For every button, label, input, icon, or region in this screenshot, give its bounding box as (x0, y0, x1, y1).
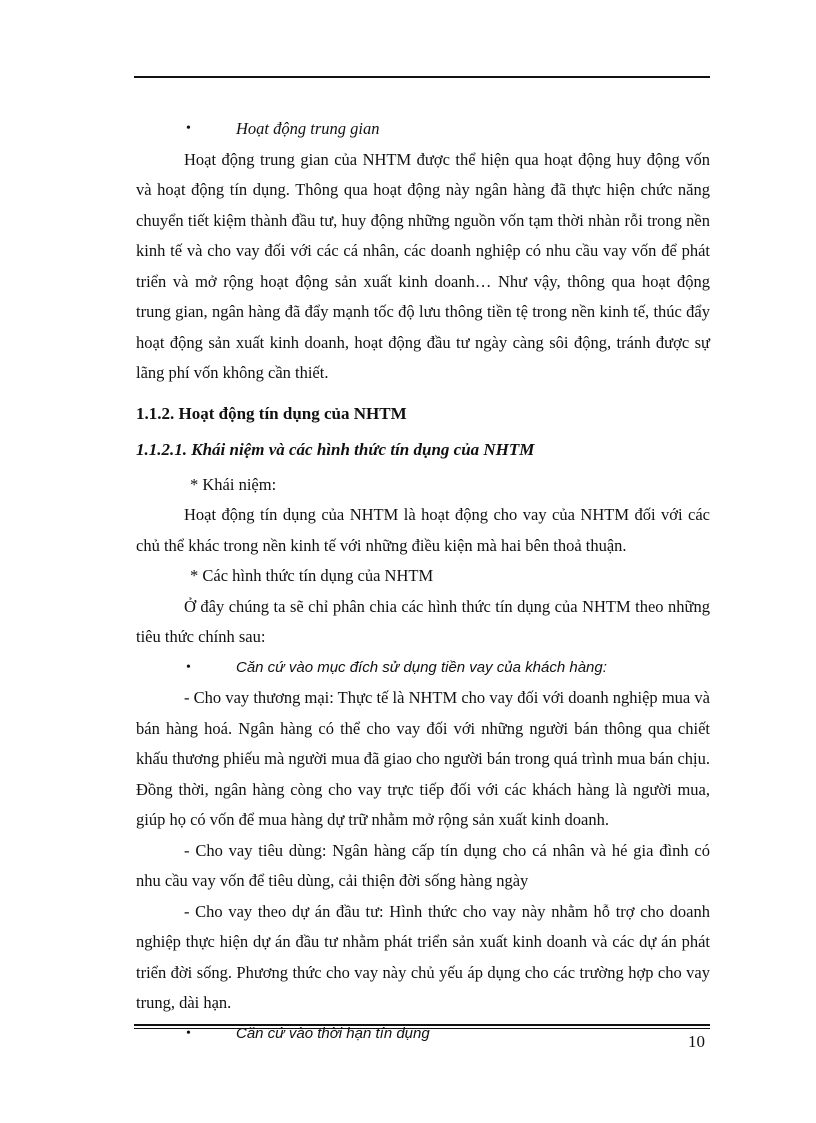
paragraph: Hoạt động tín dụng của NHTM là hoạt động cho vay của NHTM đối với các chủ thể khác trong nền kinh tế với những điều kiện mà hai bên thoả thuận. (136, 505, 710, 555)
header-rule (134, 76, 710, 78)
bullet-text: Căn cứ vào thời hạn tín dụng (236, 1024, 430, 1042)
paragraph: - Cho vay tiêu dùng: Ngân hàng cấp tín dụng cho cá nhân và hé gia đình có nhu cầu vay vốn để tiêu dùng, cải thiện đời sống hàng ngày (136, 840, 710, 890)
footer-rule-thin (134, 1028, 710, 1029)
bullet-icon: • (186, 659, 191, 675)
paragraph: Hoạt động trung gian của NHTM được thể hiện qua hoạt động huy động vốn và hoạt động tín dụng. Thông qua hoạt động này ngân hàng đã thực hiện chức năng chuyển tiết kiệm thành đầu tư, huy động những nguồn vốn tạm thời nhàn rỗi trong nền kinh tế và cho vay đối với các cá nhân, các doanh nghiệp có nhu cầu vay vốn để phát triển và mở rộng hoạt động sản xuất kinh doanh… Như vậy, thông qua hoạt động trung gian, ngân hàng đã đẩy mạnh tốc độ lưu thông tiền tệ trong nền kinh tế, thúc đẩy hoạt động sản xuất kinh doanh, hoạt động đầu tư ngày càng sôi động, tránh được sự lãng phí vốn không cần thiết. (136, 149, 710, 382)
section-heading: 1.1.2. Hoạt động tín dụng của NHTM (136, 403, 407, 423)
paragraph: Ở đây chúng ta sẽ chỉ phân chia các hình thức tín dụng của NHTM theo những tiêu thức chính sau: (136, 596, 710, 646)
bullet-item (136, 653, 710, 684)
bullet-item (136, 114, 710, 145)
bullet-text: Hoạt động trung gian (236, 119, 380, 138)
page-content (136, 114, 710, 1049)
bullet-text: Căn cứ vào mục đích sử dụng tiền vay của khách hàng: (236, 658, 607, 676)
page-number: 10 (688, 1032, 705, 1051)
subsection-heading: 1.1.2.1. Khái niệm và các hình thức tín dụng của NHTM (136, 440, 535, 459)
paragraph: - Cho vay thương mại: Thực tế là NHTM cho vay đối với doanh nghiệp mua và bán hàng hoá. Ngân hàng có thể cho vay đối với những người bán thông qua chiết khấu thương phiếu mà người mua đã giao cho người bán trong quá trình mua bán chịu. Đồng thời, ngân hàng còng cho vay trực tiếp đối với các khách hàng là người mua, giúp họ có vốn để mua hàng dự trữ nhằm mở rộng sản xuất kinh doanh. (136, 688, 711, 829)
paragraph: - Cho vay theo dự án đầu tư: Hình thức cho vay này nhằm hỗ trợ cho doanh nghiệp thực hiện dự án đầu tư nhằm phát triển sản xuất kinh doanh và các dự án phát triển đời sống. Phương thức cho vay này chủ yếu áp dụng cho các trường hợp cho vay trung, dài hạn. (136, 901, 710, 1012)
bullet-icon: • (186, 1025, 191, 1041)
sub-label: * Khái niệm: (190, 474, 277, 494)
sub-label: * Các hình thức tín dụng của NHTM (190, 566, 434, 585)
bullet-icon: • (186, 121, 191, 136)
footer-rule (134, 1024, 710, 1026)
